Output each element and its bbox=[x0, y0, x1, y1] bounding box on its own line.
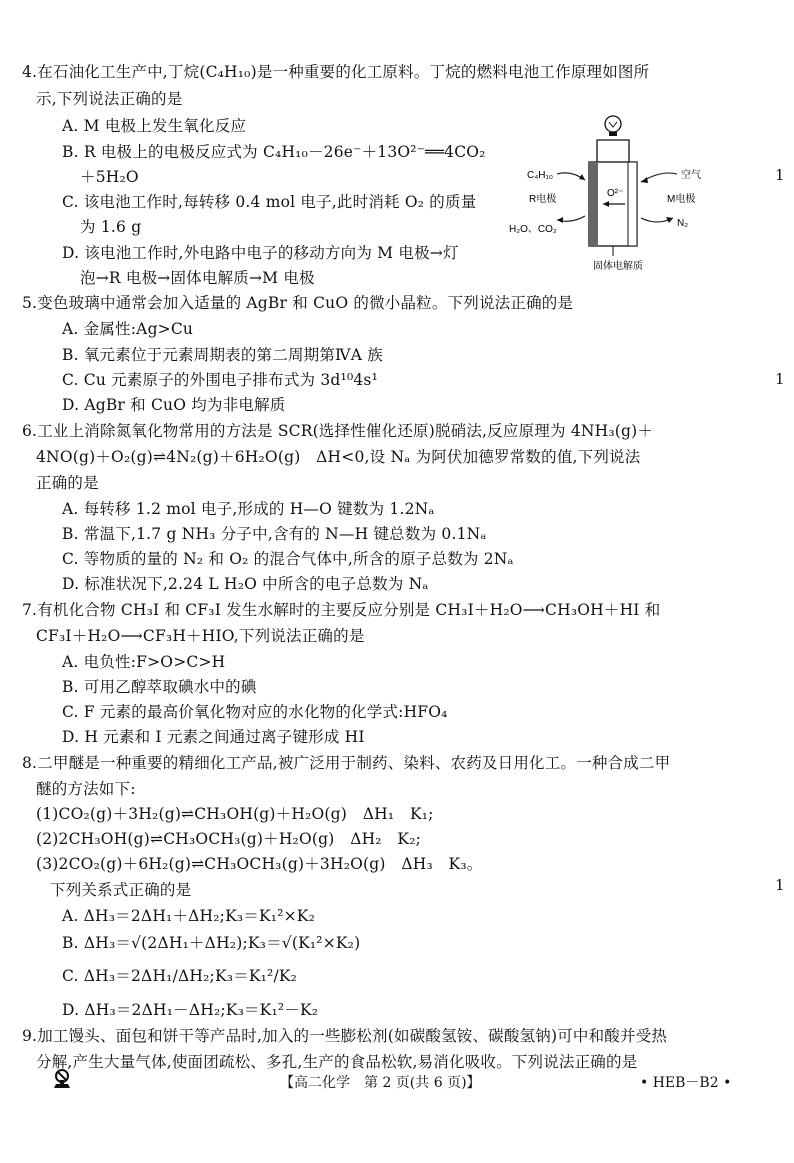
q4-option-a: A. M 电极上发生氧化反应 bbox=[62, 117, 247, 135]
q8-stem-line1: 8.二甲醚是一种重要的精细化工产品,被广泛用于制药、染料、农药及日用化工。一种合成二甲 bbox=[22, 754, 671, 772]
r-electrode-plate bbox=[589, 162, 598, 246]
footer-code: • HEB－B2 • bbox=[640, 1075, 732, 1091]
q4-option-b-line2: ＋5H₂O bbox=[80, 168, 139, 186]
q5-option-c: C. Cu 元素原子的外围电子排布式为 3d¹⁰4s¹ bbox=[62, 371, 378, 389]
fuel-cell-svg bbox=[505, 108, 745, 278]
margin-mark: 1 bbox=[775, 370, 785, 388]
electrolyte-label: 固体电解质 bbox=[593, 261, 643, 272]
outer-circuit-wire bbox=[597, 140, 629, 162]
q9-stem-line2: 分解,产生大量气体,使面团疏松、多孔,生产的食品松软,易消化吸收。下列说法正确的是 bbox=[36, 1053, 638, 1071]
m-electrode-plate bbox=[628, 162, 637, 246]
q7-option-d: D. H 元素和 I 元素之间通过离子键形成 HI bbox=[62, 728, 365, 746]
r-electrode-label: R电极 bbox=[529, 194, 557, 205]
q6-option-b: B. 常温下,1.7 g NH₃ 分子中,含有的 N—H 键总数为 0.1Nₐ bbox=[62, 525, 487, 543]
q8-option-d: D. ΔH₃＝2ΔH₁－ΔH₂;K₃＝K₁²－K₂ bbox=[62, 1001, 319, 1019]
q4-option-c-line2: 为 1.6 g bbox=[80, 218, 142, 236]
margin-mark: 1 bbox=[775, 876, 785, 894]
o2-ion-label: O²⁻ bbox=[607, 188, 624, 199]
q7-option-c: C. F 元素的最高价氧化物对应的水化物的化学式:HFO₄ bbox=[62, 703, 448, 721]
q4-stem-line1: 4.在石油化工生产中,丁烷(C₄H₁₀)是一种重要的化工原料。丁烷的燃料电池工作原理如图所 bbox=[22, 63, 650, 81]
q7-option-b: B. 可用乙醇萃取碘水中的碘 bbox=[62, 678, 257, 696]
q6-stem-line2: 4NO(g)＋O₂(g)⇌4N₂(g)＋6H₂O(g) ΔH<0,设 Nₐ 为阿伏加德罗常数的值,下列说法 bbox=[36, 448, 641, 466]
bulb-base-icon bbox=[609, 132, 617, 136]
q4-stem-line2: 示,下列说法正确的是 bbox=[36, 90, 183, 108]
q8-stem-line3: 下列关系式正确的是 bbox=[50, 881, 192, 899]
ion-arrowhead bbox=[603, 201, 609, 207]
q8-stem-line2: 醚的方法如下: bbox=[36, 780, 136, 798]
footer-page-info: 【高二化学 第 2 页(共 6 页)】 bbox=[280, 1075, 481, 1091]
q8-option-c: C. ΔH₃＝2ΔH₁/ΔH₂;K₃＝K₁²/K₂ bbox=[62, 967, 298, 985]
c4h10-label: C₄H₁₀ bbox=[527, 170, 554, 181]
fuel-cell-diagram bbox=[505, 108, 745, 278]
products-label: H₂O、CO₂ bbox=[509, 224, 557, 235]
q5-option-b: B. 氧元素位于元素周期表的第二周期第ⅣA 族 bbox=[62, 346, 383, 364]
q8-reaction-1: (1)CO₂(g)＋3H₂(g)⇌CH₃OH(g)＋H₂O(g) ΔH₁ K₁; bbox=[36, 805, 434, 823]
q8-reaction-3: (3)2CO₂(g)＋6H₂(g)⇌CH₃OCH₃(g)＋3H₂O(g) ΔH₃ K₃。 bbox=[36, 855, 483, 873]
page-footer bbox=[0, 1072, 794, 1096]
q4-option-d-line1: D. 该电池工作时,外电路中电子的移动方向为 M 电极→灯 bbox=[62, 244, 459, 262]
q4-option-b-line1: B. R 电极上的电极反应式为 C₄H₁₀－26e⁻＋13O²⁻══4CO₂ bbox=[62, 143, 486, 161]
q9-stem-line1: 9.加工馒头、面包和饼干等产品时,加入的一些膨松剂(如碳酸氢铵、碳酸氢钠)可中和酸并受热 bbox=[22, 1027, 668, 1045]
n2-label: N₂ bbox=[677, 218, 689, 229]
q6-stem-line3: 正确的是 bbox=[36, 474, 99, 492]
filament-icon bbox=[609, 122, 617, 127]
margin-mark: 1 bbox=[775, 166, 785, 184]
q7-option-a: A. 电负性:F>O>C>H bbox=[62, 653, 226, 671]
bulb-icon bbox=[605, 116, 621, 132]
q5-option-d: D. AgBr 和 CuO 均为非电解质 bbox=[62, 396, 286, 414]
q4-option-d-line2: 泡→R 电极→固体电解质→M 电极 bbox=[80, 269, 315, 287]
q8-option-a: A. ΔH₃＝2ΔH₁＋ΔH₂;K₃＝K₁²×K₂ bbox=[62, 907, 315, 925]
q4-option-c-line1: C. 该电池工作时,每转移 0.4 mol 电子,此时消耗 O₂ 的质量 bbox=[62, 193, 477, 211]
q5-stem: 5.变色玻璃中通常会加入适量的 AgBr 和 CuO 的微小晶粒。下列说法正确的是 bbox=[22, 294, 574, 312]
publisher-logo-icon bbox=[48, 1064, 76, 1092]
q6-option-a: A. 每转移 1.2 mol 电子,形成的 H—O 键数为 1.2Nₐ bbox=[62, 500, 435, 518]
q8-option-b: B. ΔH₃＝√(2ΔH₁＋ΔH₂);K₃＝√(K₁²×K₂) bbox=[62, 934, 361, 952]
air-inlet-arrowhead bbox=[641, 177, 648, 183]
q5-option-a: A. 金属性:Ag>Cu bbox=[62, 320, 194, 338]
q7-stem-line2: CF₃I＋H₂O⟶CF₃H＋HIO,下列说法正确的是 bbox=[36, 627, 365, 645]
q6-option-c: C. 等物质的量的 N₂ 和 O₂ 的混合气体中,所含的原子总数为 2Nₐ bbox=[62, 550, 514, 568]
m-electrode-label: M电极 bbox=[667, 194, 696, 205]
q7-stem-line1: 7.有机化合物 CH₃I 和 CF₃I 发生水解时的主要反应分别是 CH₃I＋H₂O⟶CH₃OH＋HI 和 bbox=[22, 601, 661, 619]
air-label: 空气 bbox=[681, 170, 701, 181]
q6-option-d: D. 标准状况下,2.24 L H₂O 中所含的电子总数为 Nₐ bbox=[62, 575, 429, 593]
q8-reaction-2: (2)2CH₃OH(g)⇌CH₃OCH₃(g)＋H₂O(g) ΔH₂ K₂; bbox=[36, 830, 422, 848]
product-outlet-arrowhead bbox=[557, 217, 563, 223]
q6-stem-line1: 6.工业上消除氮氧化物常用的方法是 SCR(选择性催化还原)脱硝法,反应原理为 4NH₃(g)＋ bbox=[22, 422, 654, 440]
